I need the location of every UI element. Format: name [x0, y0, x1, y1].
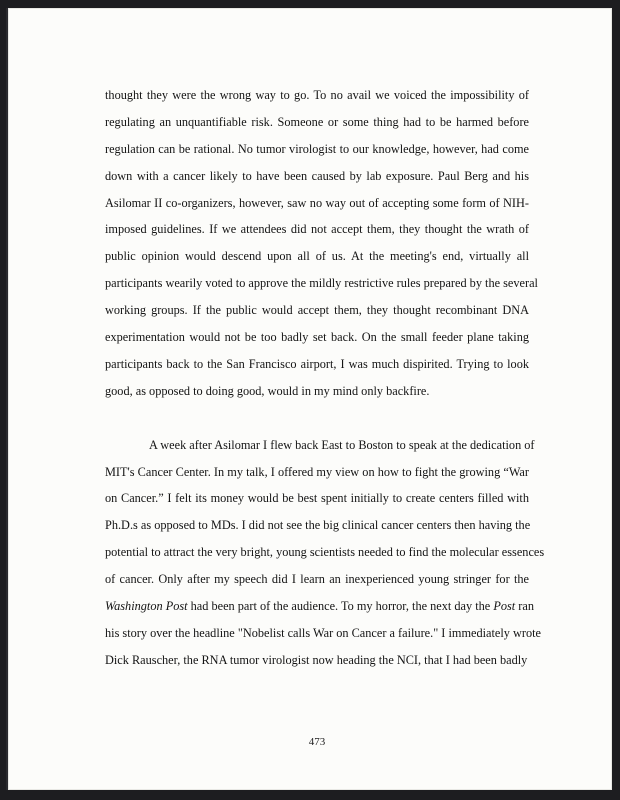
text-run: his story over the headline "Nobelist calls War on Cancer a failure." I immediately wrote	[105, 625, 541, 640]
document-page	[6, 8, 612, 790]
italic-title: Washington Post	[105, 599, 188, 614]
text-run: Asilomar II co-organizers, however, saw no way out of accepting some form of NIH-	[105, 195, 529, 210]
text-line	[105, 647, 529, 674]
text-line	[105, 243, 529, 270]
text-line	[105, 270, 538, 297]
text-run: ran	[515, 599, 534, 614]
paragraph	[105, 432, 545, 674]
text-run: regulating an unquantifiable risk. Someone or some thing had to be harmed before	[105, 114, 529, 129]
text-run: A week after Asilomar I flew back East to Boston to speak at the dedication of	[149, 437, 535, 452]
text-line	[105, 432, 535, 459]
text-line	[105, 485, 529, 512]
paragraph	[105, 82, 538, 405]
text-run: thought they were the wrong way to go. To no avail we voiced the impossibility of	[105, 88, 529, 102]
text-run: imposed guidelines. If we attendees did not accept them, they thought the wrath of	[105, 222, 529, 237]
page-number: 473	[308, 736, 326, 748]
text-run: Ph.D.s as opposed to MDs. I did not see the big clinical cancer centers then having the	[105, 518, 531, 533]
text-line	[105, 324, 529, 351]
text-run: on Cancer.” I felt its money would be best spent initially to create centers filled with	[105, 491, 529, 506]
text-line	[105, 512, 529, 539]
text-line	[105, 136, 529, 163]
text-run: experimentation would not be too badly set back. On the small feeder plane taking	[105, 330, 529, 345]
body-text	[105, 82, 545, 674]
text-run: good, as opposed to doing good, would in my mind only backfire.	[105, 383, 430, 398]
text-line	[105, 620, 541, 647]
text-run: Dick Rauscher, the RNA tumor virologist now heading the NCI, that I had been badly	[105, 652, 528, 667]
text-line	[105, 539, 545, 566]
text-run: MIT's Cancer Center. In my talk, I offered my view on how to fight the growing “War	[105, 464, 529, 479]
italic-title: Post	[493, 599, 516, 614]
text-line	[105, 566, 529, 593]
text-run: potential to attract the very bright, young scientists needed to find the molecular essences	[105, 545, 545, 560]
text-line	[105, 459, 529, 486]
text-run: regulation can be rational. No tumor virologist to our knowledge, however, had come	[105, 141, 529, 156]
text-line	[105, 351, 529, 378]
text-run: had been part of the audience. To my horror, the next day the	[187, 599, 494, 614]
text-run: participants back to the San Francisco airport, I was much dispirited. Trying to look	[105, 356, 529, 371]
text-line	[105, 216, 529, 243]
text-line	[105, 378, 529, 405]
text-run: public opinion would descend upon all of us. At the meeting's end, virtually all	[105, 249, 529, 264]
text-line	[105, 163, 529, 190]
text-line	[105, 297, 529, 324]
text-run: working groups. If the public would accept them, they thought recombinant DNA	[105, 303, 529, 318]
text-line	[105, 109, 529, 136]
text-run: down with a cancer likely to have been caused by lab exposure. Paul Berg and his	[105, 168, 529, 183]
text-run: of cancer. Only after my speech did I learn an inexperienced young stringer for the	[105, 572, 529, 587]
text-run: participants wearily voted to approve the mildly restrictive rules prepared by the several	[105, 276, 538, 291]
text-line	[105, 190, 529, 217]
text-line	[105, 82, 529, 109]
text-line	[105, 593, 534, 620]
